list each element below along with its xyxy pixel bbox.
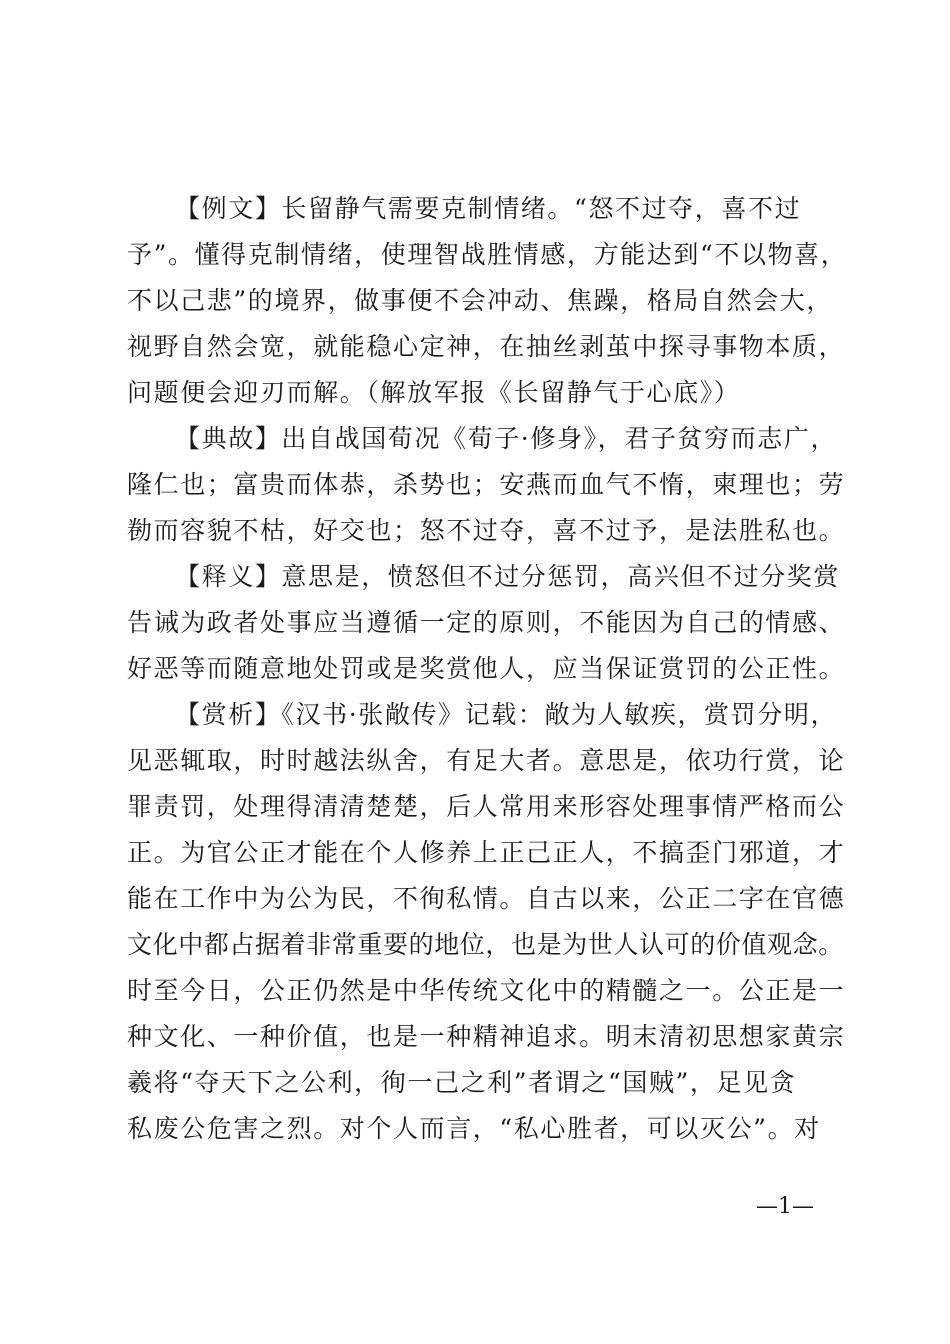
- paragraph-analysis-line-9: 羲将“夺天下之公利，徇一己之利”者谓之“国贼”，足见贪: [127, 1068, 797, 1097]
- paragraph-meaning-line-1: 【释义】意思是，愤怒但不过分惩罚，高兴但不过分奖赏: [175, 562, 841, 591]
- paragraph-analysis-line-3: 罪责罚，处理得清清楚楚，后人常用来形容处理事情严格而公: [127, 792, 846, 821]
- paragraph-example-line-5: 问题便会迎刃而解。（解放军报《长留静气于心底》）: [127, 378, 741, 407]
- paragraph-origin-line-3: 勌而容貌不枯，好交也；怒不过夺，喜不过予，是法胜私也。: [127, 516, 846, 545]
- paragraph-origin-line-1: 【典故】出自战国荀况《荀子·修身》，君子贫穷而志广，: [175, 424, 838, 453]
- paragraph-analysis-line-6: 文化中都占据着非常重要的地位，也是为世人认可的价值观念。: [127, 930, 844, 959]
- paragraph-analysis-line-2: 见恶辄取，时时越法纵舍，有足大者。意思是，依功行赏，论: [127, 746, 846, 775]
- paragraph-example-line-1: 【例文】长留静气需要克制情绪。“怒不过夺，喜不过: [175, 194, 802, 223]
- paragraph-analysis-line-7: 时至今日，公正仍然是中华传统文化中的精髓之一。公正是一: [127, 976, 846, 1005]
- paragraph-example-line-4: 视野自然会宽，就能稳心定神，在抽丝剥茧中探寻事物本质，: [127, 332, 846, 361]
- paragraph-analysis-line-10: 私废公危害之烈。对个人而言，“私心胜者，可以灭公”。对: [127, 1114, 821, 1143]
- paragraph-meaning-line-2: 告诫为政者处事应当遵循一定的原则，不能因为自己的情感、: [127, 608, 846, 637]
- paragraph-analysis-line-1: 【赏析】《汉书·张敞传》记载：敞为人敏疾，赏罚分明，: [175, 700, 838, 729]
- paragraph-origin-line-2: 隆仁也；富贵而体恭，杀势也；安燕而血气不惰，柬理也；劳: [127, 470, 846, 499]
- paragraph-analysis-line-5: 能在工作中为公为民，不徇私情。自古以来，公正二字在官德: [127, 884, 846, 913]
- paragraph-meaning-line-3: 好恶等而随意地处罚或是奖赏他人，应当保证赏罚的公正性。: [127, 654, 846, 683]
- paragraph-example-line-3: 不以己悲”的境界，做事便不会冲动、焦躁，格局自然会大，: [127, 286, 833, 315]
- page-number: —1—: [756, 1194, 814, 1219]
- paragraph-analysis-line-8: 种文化、一种价值，也是一种精神追求。明末清初思想家黄宗: [127, 1022, 846, 1051]
- paragraph-example-line-2: 予”。懂得克制情绪，使理智战胜情感，方能达到“不以物喜，: [127, 240, 848, 269]
- paragraph-analysis-line-4: 正。为官公正才能在个人修养上正己正人，不搞歪门邪道，才: [127, 838, 846, 867]
